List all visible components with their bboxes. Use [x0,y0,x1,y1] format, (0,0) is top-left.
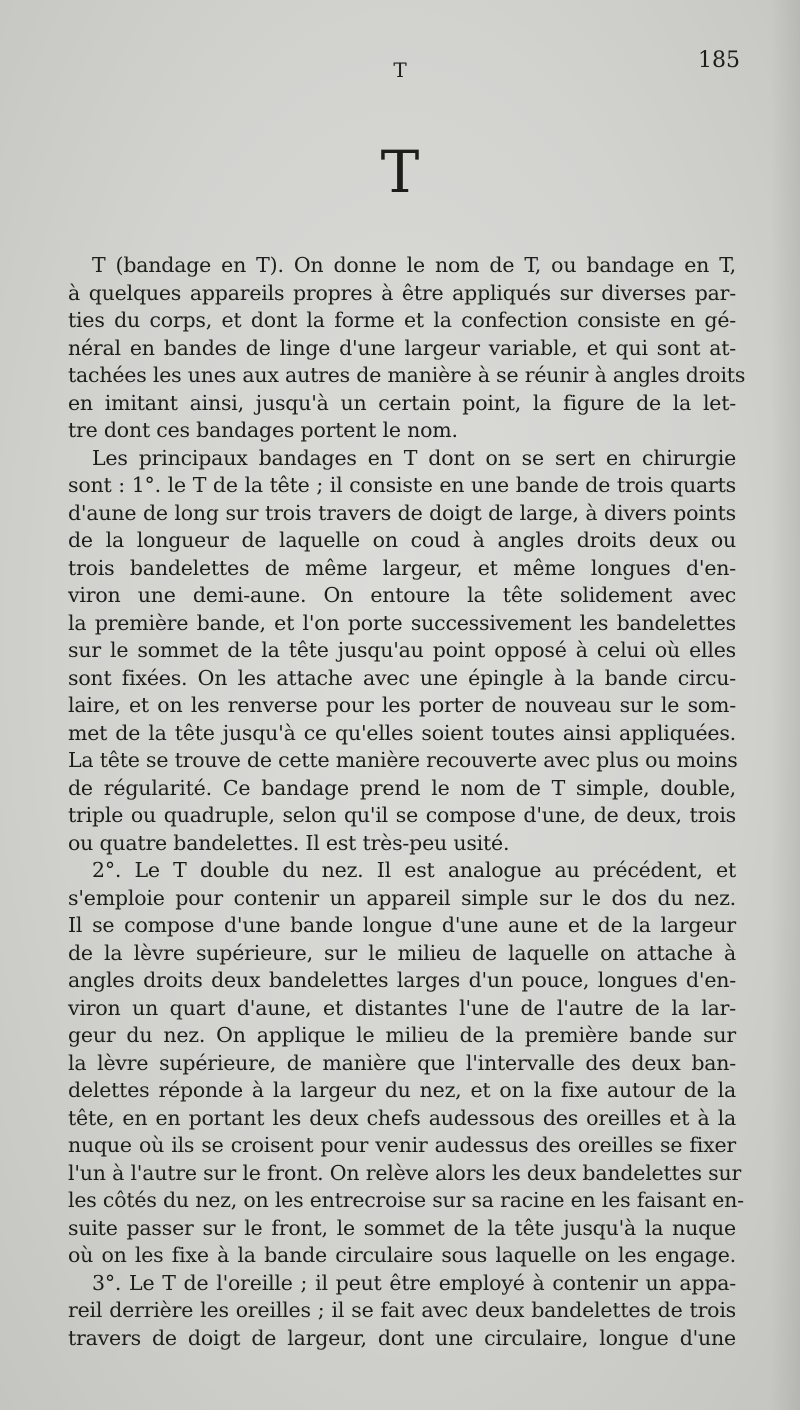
text-line: néral en bandes de linge d'une largeur variable, et qui sont at- [68,335,736,360]
text-line: sont fixées. On les attache avec une épingle à la bande circu- [68,665,736,690]
text-line: tête, en en portant les deux chefs audessous des oreilles et à la [68,1105,736,1130]
text-line: de régularité. Ce bandage prend le nom de T simple, double, [68,775,736,800]
text-line: où on les fixe à la bande circulaire sous laquelle on les engage. [68,1243,736,1267]
running-head: T [393,58,407,82]
text-line: s'emploie pour contenir un appareil simple sur le dos du nez. [68,885,736,910]
text-line: d'aune de long sur trois travers de doigt de large, à divers points [68,500,736,525]
text-line: de la longueur de laquelle on coud à angles droits deux ou [68,528,736,552]
text-line: 3°. Le T de l'oreille ; il peut être employé à contenir un appa- [92,1270,736,1295]
text-line: les côtés du nez, on les entrecroise sur sa racine en les faisant en- [68,1188,744,1212]
text-line: sur le sommet de la tête jusqu'au point opposé à celui où elles [68,638,736,662]
text-line: met de la tête jusqu'à ce qu'elles soient toutes ainsi appliquées. [68,720,736,745]
text-line: ou quatre bandelettes. Il est très-peu usité. [68,830,510,855]
text-line: triple ou quadruple, selon qu'il se compose d'une, de deux, trois [68,803,736,827]
text-line: sont : 1°. le T de la tête ; il consiste en une bande de trois quarts [68,473,736,497]
page-number: 185 [698,48,740,73]
text-line: en imitant ainsi, jusqu'à un certain point, la figure de la let- [68,390,736,415]
text-line: à quelques appareils propres à être appliqués sur diverses par- [68,280,736,305]
text-line: La tête se trouve de cette manière recouverte avec plus ou moins [68,748,738,772]
text-line: travers de doigt de largeur, dont une circulaire, longue d'une [68,1325,736,1350]
text-line: de la lèvre supérieure, sur le milieu de laquelle on attache à [68,940,736,965]
text-line: ties du corps, et dont la forme et la confection consiste en gé- [68,308,736,332]
text-line: Il se compose d'une bande longue d'une aune et de la largeur [68,913,736,937]
text-line: la lèvre supérieure, de manière que l'intervalle des deux ban- [68,1050,736,1075]
text-line: trois bandelettes de même largeur, et même longues d'en- [68,555,736,580]
text-line: Les principaux bandages en T dont on se sert en chirurgie [92,445,736,470]
text-line: geur du nez. On applique le milieu de la première bande sur [68,1023,736,1047]
text-line: angles droits deux bandelettes larges d'un pouce, longues d'en- [68,968,736,992]
text-line: suite passer sur le front, le sommet de la tête jusqu'à la nuque [68,1215,736,1240]
text-line: viron une demi-aune. On entoure la tête solidement avec [68,583,736,607]
text-line: viron un quart d'aune, et distantes l'une de l'autre de la lar- [68,995,736,1020]
text-line: reil derrière les oreilles ; il se fait avec deux bandelettes de trois [68,1298,736,1322]
text-line: nuque où ils se croisent pour venir audessus des oreilles se fixer [68,1133,736,1157]
body-text [68,252,746,1352]
text-line: tre dont ces bandages portent le nom. [68,418,458,442]
section-letter: T [380,138,420,206]
text-line: 2°. Le T double du nez. Il est analogue au précédent, et [92,858,736,882]
text-line: la première bande, et l'on porte successivement les bandelettes [68,610,736,635]
page-edge-shade [770,0,800,1410]
text-line: tachées les unes aux autres de manière à se réunir à angles droits [68,363,746,387]
text-line: l'un à l'autre sur le front. On relève alors les deux bandelettes sur [68,1160,742,1185]
text-line: laire, et on les renverse pour les porter de nouveau sur le som- [68,693,736,717]
text-line: T (bandage en T). On donne le nom de T, ou bandage en T, [92,253,736,277]
text-line: delettes réponde à la largeur du nez, et on la fixe autour de la [68,1078,736,1102]
